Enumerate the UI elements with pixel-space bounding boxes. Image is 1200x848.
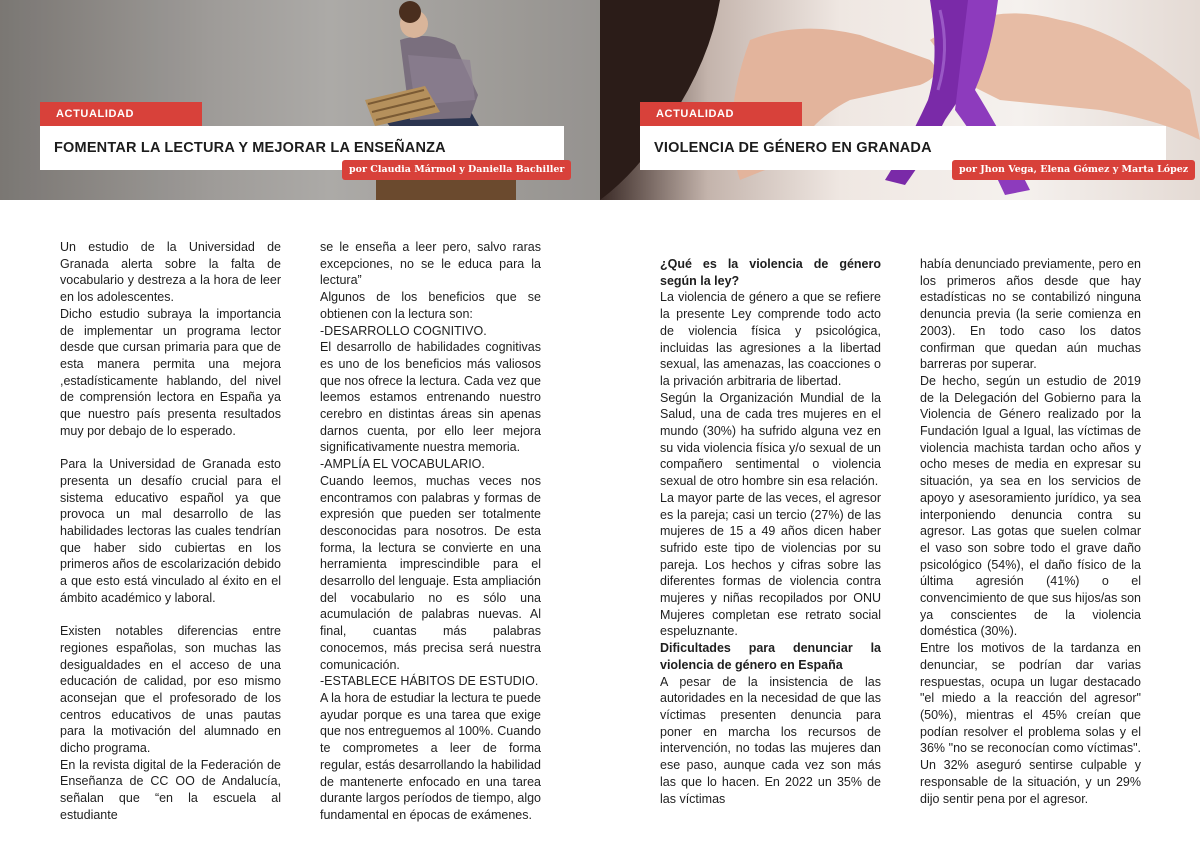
paragraph: se le enseña a leer pero, salvo raras excepciones, no se le educa para la lectura” bbox=[320, 240, 541, 288]
paragraph: Un estudio de la Universidad de Granada alerta sobre la falta de vocabulario y destreza a la hora de leer en los adolescentes. bbox=[60, 240, 281, 305]
paragraph: Algunos de los beneficios que se obtienen con la lectura son: bbox=[320, 290, 541, 321]
author-byline: por Claudia Mármol y Daniella Bachiller bbox=[342, 160, 571, 180]
right-page bbox=[600, 0, 1200, 848]
paragraph: La violencia de género a que se refiere la presente Ley comprende todo acto de violencia física y psicológica, incluidas las agresiones a la libertad sexual, las amenazas, las coacciones o la privación arbitraria de libertad. bbox=[660, 290, 881, 388]
section-heading: ¿Qué es la violencia de género según la ley? bbox=[660, 257, 881, 288]
right-column-2 bbox=[920, 256, 1141, 807]
paragraph: Para la Universidad de Granada esto presenta un desafío crucial para el sistema educativo español ya que provoca un mal desarrollo de las habilidades lectoras las cuales tendrían que haber sido cubiertas en los primeros años de escolarización debido a que esto está vinculado al éxito en el ámbito académico y laboral. bbox=[60, 457, 281, 605]
left-column-1 bbox=[60, 239, 281, 824]
paragraph: El desarrollo de habilidades cognitivas es uno de los beneficios más valiosos que nos ofrece la lectura. Cada vez que leemos estamos entrenando nuestro cerebro en distintas áreas sin apenas darnos cuenta, por ello leer mejora significativamente nuestra memoria. bbox=[320, 340, 541, 455]
paragraph: Existen notables diferencias entre regiones españolas, son muchas las desigualdades en el acceso de una educación de calidad, por eso mismo aconsejan que el profesorado de los centros educativos de unas pautas para la motivación del alumnado en dicho programa. bbox=[60, 624, 281, 756]
paragraph: La mayor parte de las veces, el agresor es la pareja; casi un tercio (27%) de las mujeres de 15 a 49 años dicen haber sufrido este tipo de violencias por su pareja. Los hechos y cifras sobre las diferentes formas de violencia contra mujeres y niñas recopilados por ONU Mujeres completan ese retrato social espeluznante. bbox=[660, 490, 881, 639]
paragraph: A pesar de la insistencia de las autoridades en la necesidad de que las víctimas presenten denuncia para poner en marcha los recursos de intervención, no todas las mujeres dan ese paso, aunque cada vez son más las que lo hacen. En 2022 un 35% de las víctimas bbox=[660, 674, 881, 806]
category-tag: ACTUALIDAD bbox=[40, 102, 202, 126]
paragraph: Entre los motivos de la tardanza en denunciar, se podrían dar varias respuestas, ocupa un lugar destacado "el miedo a la reacción del agresor" (50%), mientras el 45% creían que podían resolver el problema solas y el 36% "no se reconocían como víctimas". Un 32% aseguró sentirse culpable y responsable de la situación, y un 29% dijo sentir pena por el agresor. bbox=[920, 641, 1141, 806]
paragraph: Dicho estudio subraya la importancia de implementar un programa lector desde que cursan primaria para que de esta manera permita una mejora ,estadísticamente hablando, del nivel de comprensión lectora en España ya que nuestro país presenta resultados muy por debajo de lo esperado. bbox=[60, 306, 281, 438]
paragraph: había denunciado previamente, pero en los primeros años desde que hay estadísticas no se contabilizó ninguna denuncia previa (la serie comienza en 2003). En todo caso los datos confirman que quedan aún muchas barreras por superar. bbox=[920, 257, 1141, 372]
paragraph: Cuando leemos, muchas veces nos encontramos con palabras y formas de expresión que pueden ser totalmente desconocidas para nosotros. De esta forma, la lectura se convierte en una herramienta imprescindible para el desarrollo del lenguaje. Esta ampliación del vocabulario no es sólo una acumulación de palabras nuevas. Al final, cuantas más palabras conocemos, más precisa será nuestra comunicación. bbox=[320, 473, 541, 672]
paragraph: Según la Organización Mundial de la Salud, una de cada tres mujeres en el mundo (30%) ha sufrido alguna vez en su vida violencia física y/o sexual de un compañero sentimental o violencia sexual de otro hombre sin esa relación. bbox=[660, 390, 881, 489]
paragraph: En la revista digital de la Federación de Enseñanza de CC OO de Andalucía, señalan que “en la escuela al estudiante bbox=[60, 757, 281, 822]
article-title: FOMENTAR LA LECTURA Y MEJORAR LA ENSEÑANZA bbox=[54, 140, 446, 156]
section-heading: Dificultades para denunciar la violencia de género en España bbox=[660, 641, 881, 672]
section-label: -DESARROLLO COGNITIVO. bbox=[320, 323, 487, 338]
hero-image-purple-ribbon bbox=[600, 0, 1200, 200]
hero-image-reading-woman bbox=[0, 0, 600, 200]
left-column-2 bbox=[320, 239, 541, 824]
paragraph: A la hora de estudiar la lectura te puede ayudar porque es una tarea que exige que nos entreguemos al 100%. Cuando te comprometes a leer de forma regular, estás desarrollando la habilidad de mantenerte enfocado en una tarea durante largos períodos de tiempo, algo fundamental en épocas de exámenes. bbox=[320, 690, 541, 822]
author-byline: por Jhon Vega, Elena Gómez y Marta López bbox=[952, 160, 1195, 180]
article-title: VIOLENCIA DE GÉNERO EN GRANADA bbox=[654, 140, 932, 156]
section-label: -AMPLÍA EL VOCABULARIO. bbox=[320, 457, 485, 472]
paragraph: De hecho, según un estudio de 2019 de la Delegación del Gobierno para la Violencia de Género realizado por la Fundación Igual a Igual, las víctimas de violencia machista tardan ocho años y ocho meses de media en expresar su situación, ya sea en los servicios de apoyo y asesoramiento jurídico, ya sea interponiendo denuncia contra su agresor. Las gotas que suelen colmar el vaso son sobre todo el grave daño psicológico (54%), el daño físico de la última agresión (41%) o el convencimiento de que sus hijos/as son ya conscientes de la violencia doméstica (30%). bbox=[920, 373, 1141, 639]
section-label: -ESTABLECE HÁBITOS DE ESTUDIO. bbox=[320, 674, 539, 689]
right-column-1 bbox=[660, 256, 881, 807]
category-tag: ACTUALIDAD bbox=[640, 102, 802, 126]
